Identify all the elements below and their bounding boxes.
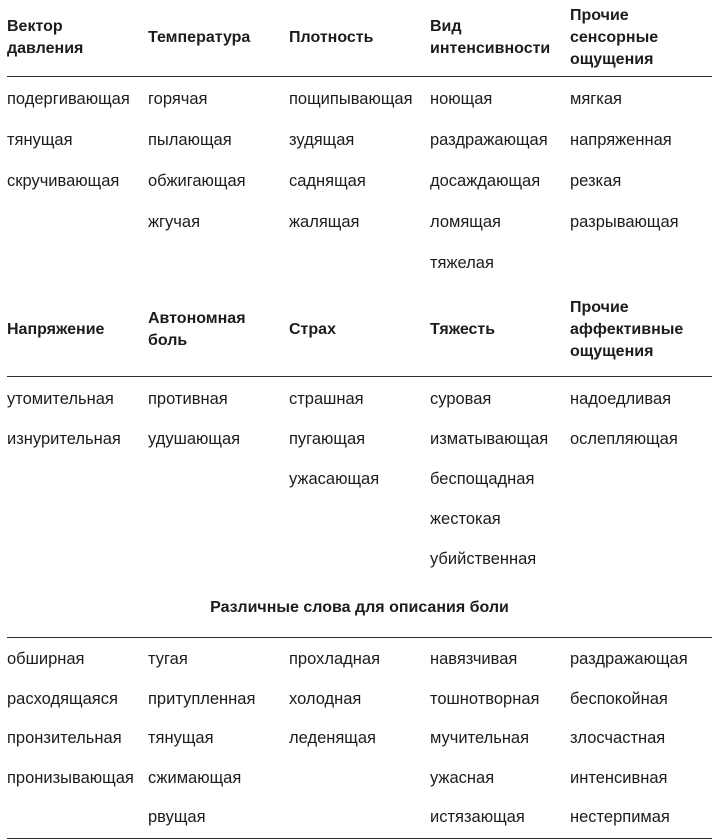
table-cell: надоедливая bbox=[570, 389, 672, 408]
table-cell: расходящаяся bbox=[7, 689, 118, 708]
table-column bbox=[430, 379, 570, 579]
table-cell: утомительная bbox=[7, 389, 114, 408]
table-cell: изматывающая bbox=[430, 429, 549, 448]
table-cell: раздражающая bbox=[570, 650, 688, 669]
table-cell: досаждающая bbox=[430, 172, 541, 190]
table-cell: саднящая bbox=[289, 172, 366, 190]
table-cell: пронизывающая bbox=[7, 768, 134, 787]
table-column bbox=[430, 640, 570, 838]
table-column bbox=[7, 379, 148, 579]
table-cell: тугая bbox=[148, 650, 188, 669]
table-cell: горячая bbox=[148, 90, 208, 108]
column-header: Напряжение bbox=[7, 321, 105, 338]
table-cell: подергивающая bbox=[7, 90, 130, 108]
table-column bbox=[430, 79, 570, 284]
table-column bbox=[148, 379, 289, 579]
table-column bbox=[7, 79, 148, 284]
table-cell: жгучая bbox=[148, 213, 201, 231]
table-cell: пощипывающая bbox=[289, 90, 413, 108]
table-cell: интенсивная bbox=[570, 768, 668, 787]
misc-descriptors-section bbox=[7, 637, 712, 839]
table-cell: противная bbox=[148, 389, 228, 408]
table-cell: прохладная bbox=[289, 650, 381, 669]
table-cell: злосчастная bbox=[570, 729, 666, 748]
table-cell: истязающая bbox=[430, 808, 525, 827]
table-cell: жалящая bbox=[289, 213, 360, 231]
table-cell: изнурительная bbox=[7, 429, 121, 448]
table-cell: мягкая bbox=[570, 90, 622, 108]
table-column bbox=[289, 79, 430, 284]
section-title: Различные слова для описания боли bbox=[210, 599, 509, 616]
table-column bbox=[148, 640, 289, 838]
misc-body bbox=[7, 638, 712, 838]
table-cell: ослепляющая bbox=[570, 429, 678, 448]
table-cell: разрывающая bbox=[570, 213, 679, 231]
column-header: Вектор давления bbox=[7, 18, 84, 57]
table-column bbox=[570, 79, 712, 284]
column-header: Автономная боль bbox=[148, 310, 246, 349]
column-header: Вид интенсивности bbox=[430, 18, 551, 57]
table-column bbox=[570, 379, 712, 579]
table-cell: раздражающая bbox=[430, 131, 548, 149]
affective-descriptors-section bbox=[7, 284, 712, 579]
table-cell: навязчивая bbox=[430, 650, 518, 669]
table-cell: тянущая bbox=[148, 729, 214, 748]
table-cell: пронзительная bbox=[7, 729, 122, 748]
table-cell: суровая bbox=[430, 389, 492, 408]
table-cell: сжимающая bbox=[148, 768, 242, 787]
table-cell: пугающая bbox=[289, 429, 366, 448]
table-cell: леденящая bbox=[289, 729, 376, 748]
table-column bbox=[7, 640, 148, 838]
table-cell: беспощадная bbox=[430, 469, 535, 488]
column-header: Страх bbox=[289, 321, 336, 338]
table-cell: убийственная bbox=[430, 549, 537, 568]
table-cell: тяжелая bbox=[430, 254, 494, 272]
divider bbox=[7, 838, 712, 839]
table-cell: страшная bbox=[289, 389, 364, 408]
column-header: Плотность bbox=[289, 29, 374, 46]
table-cell: ужасная bbox=[430, 768, 495, 787]
sensory-descriptors-section bbox=[7, 0, 712, 284]
table-cell: пылающая bbox=[148, 131, 232, 149]
table-cell: рвущая bbox=[148, 808, 206, 827]
table-cell: обширная bbox=[7, 650, 85, 669]
table-cell: ноющая bbox=[430, 90, 493, 108]
table-cell: холодная bbox=[289, 689, 362, 708]
table-cell: ужасающая bbox=[289, 469, 380, 488]
table-cell: резкая bbox=[570, 172, 622, 190]
table-column bbox=[570, 640, 712, 838]
column-header: Прочие сенсорные ощущения bbox=[570, 7, 659, 68]
sensory-header-row bbox=[7, 0, 712, 76]
sensory-body bbox=[7, 77, 712, 284]
table-cell: притупленная bbox=[148, 689, 256, 708]
table-cell: тошнотворная bbox=[430, 689, 540, 708]
table-cell: удушающая bbox=[148, 429, 241, 448]
column-header: Тяжесть bbox=[430, 321, 496, 338]
table-cell: мучительная bbox=[430, 729, 530, 748]
column-header: Прочие аффективные ощущения bbox=[570, 299, 684, 360]
table-cell: зудящая bbox=[289, 131, 355, 149]
table-column bbox=[289, 640, 430, 838]
table-cell: скручивающая bbox=[7, 172, 120, 190]
column-header: Температура bbox=[148, 29, 251, 46]
affective-header-row bbox=[7, 284, 712, 376]
table-cell: тянущая bbox=[7, 131, 73, 149]
table-column bbox=[148, 79, 289, 284]
table-cell: нестерпимая bbox=[570, 808, 670, 827]
table-cell: ломящая bbox=[430, 213, 501, 231]
table-cell: обжигающая bbox=[148, 172, 246, 190]
affective-body bbox=[7, 377, 712, 579]
table-column bbox=[289, 379, 430, 579]
table-cell: жестокая bbox=[430, 509, 501, 528]
table-cell: беспокойная bbox=[570, 689, 668, 708]
table-cell: напряженная bbox=[570, 131, 672, 149]
